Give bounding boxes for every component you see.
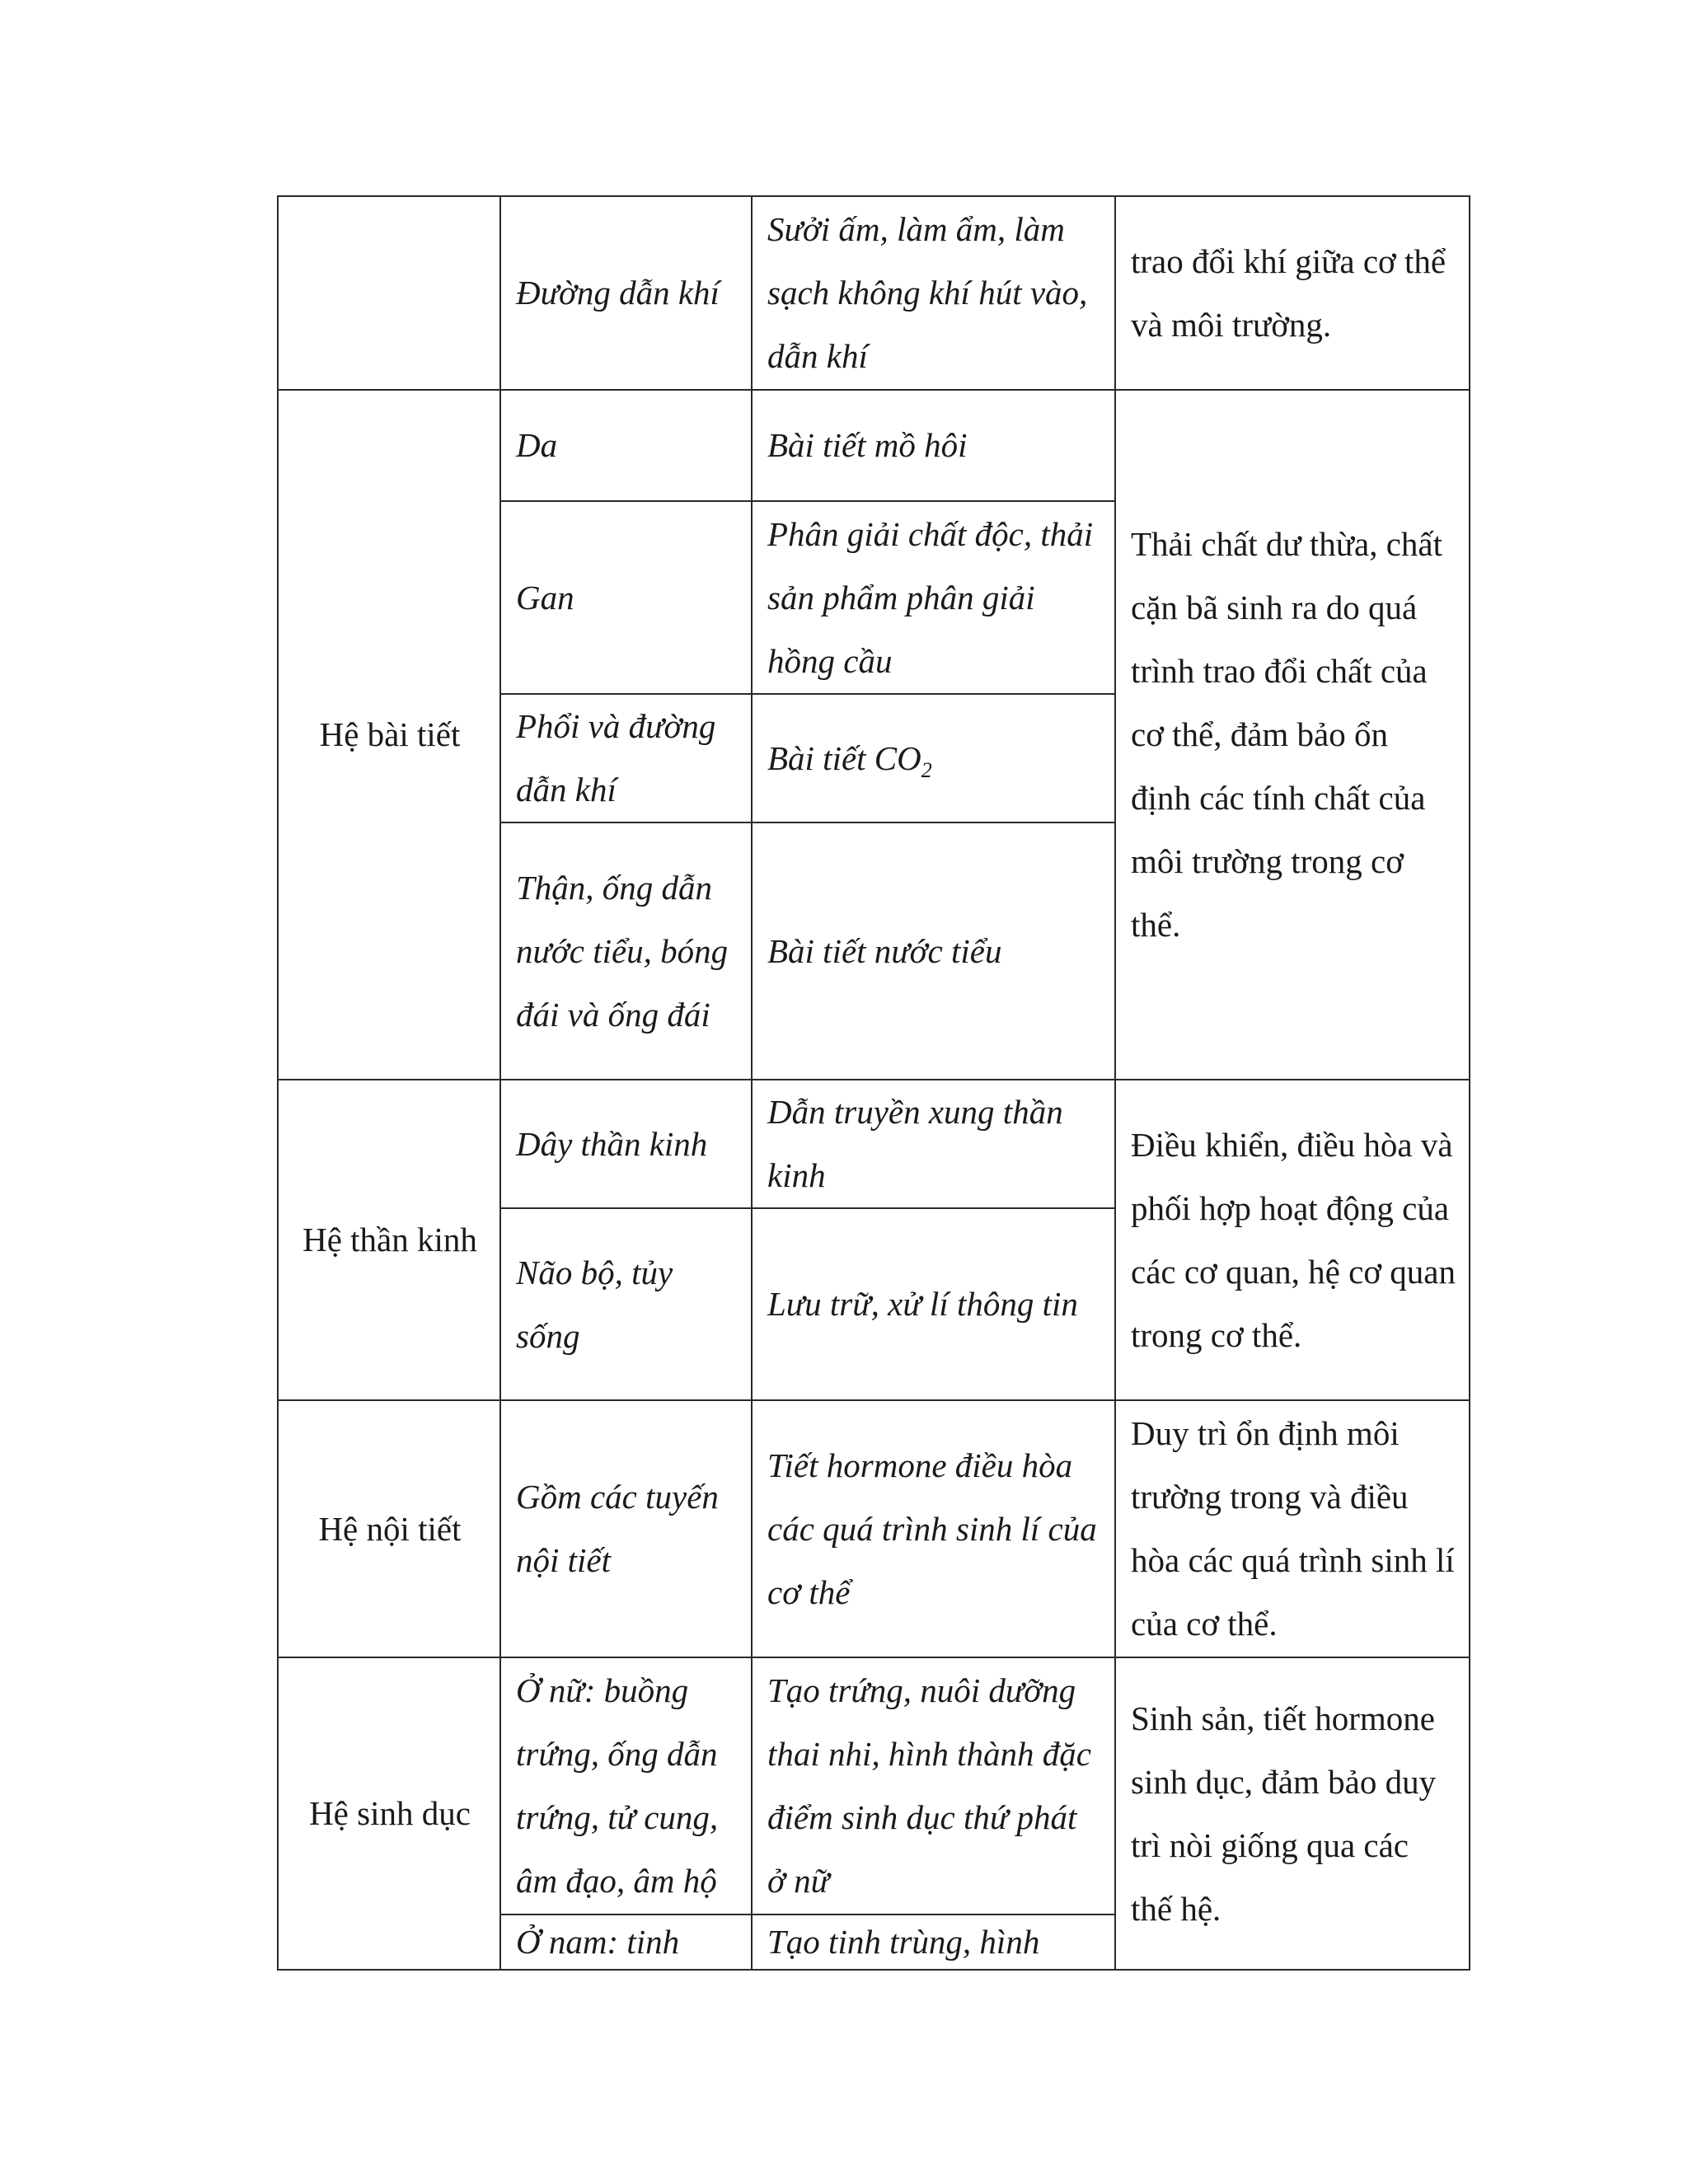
function-cell: Dẫn truyền xung thần kinh bbox=[752, 1080, 1115, 1208]
role-cell-excretory: Thải chất dư thừa, chất cặn bã sinh ra do quá trình trao đổi chất của cơ thể, đảm bảo ổn định các tính chất của môi trường trong cơ thể. bbox=[1115, 390, 1470, 1080]
organ-cell: Phổi và đường dẫn khí bbox=[500, 694, 752, 823]
function-cell: Phân giải chất độc, thải sản phẩm phân giải hồng cầu bbox=[752, 501, 1115, 694]
table-row bbox=[278, 196, 1470, 390]
system-cell-reproductive: Hệ sinh dục bbox=[278, 1657, 500, 1970]
organ-cell: Não bộ, tủy sống bbox=[500, 1208, 752, 1400]
function-cell: Bài tiết mồ hôi bbox=[752, 390, 1115, 501]
role-cell-reproductive: Sinh sản, tiết hormone sinh dục, đảm bảo duy trì nòi giống qua các thế hệ. bbox=[1115, 1657, 1470, 1970]
organ-cell: Da bbox=[500, 390, 752, 501]
role-cell: trao đổi khí giữa cơ thể và môi trường. bbox=[1115, 196, 1470, 390]
table-row bbox=[278, 1657, 1470, 1915]
organ-cell: Gồm các tuyến nội tiết bbox=[500, 1400, 752, 1657]
function-cell: Tạo trứng, nuôi dưỡng thai nhi, hình thành đặc điểm sinh dục thứ phát ở nữ bbox=[752, 1657, 1115, 1915]
function-cell: Sưởi ấm, làm ẩm, làm sạch không khí hút vào, dẫn khí bbox=[752, 196, 1115, 390]
function-cell: Bài tiết nước tiểu bbox=[752, 823, 1115, 1080]
role-cell-nervous: Điều khiển, điều hòa và phối hợp hoạt động của các cơ quan, hệ cơ quan trong cơ thể. bbox=[1115, 1080, 1470, 1400]
organ-cell: Thận, ống dẫn nước tiểu, bóng đái và ống đái bbox=[500, 823, 752, 1080]
function-cell: Lưu trữ, xử lí thông tin bbox=[752, 1208, 1115, 1400]
role-cell-endocrine: Duy trì ổn định môi trường trong và điều hòa các quá trình sinh lí của cơ thể. bbox=[1115, 1400, 1470, 1657]
system-cell-nervous: Hệ thần kinh bbox=[278, 1080, 500, 1400]
system-cell bbox=[278, 196, 500, 390]
table-row bbox=[278, 390, 1470, 501]
system-cell-endocrine: Hệ nội tiết bbox=[278, 1400, 500, 1657]
system-cell-excretory: Hệ bài tiết bbox=[278, 390, 500, 1080]
organ-system-table bbox=[277, 195, 1470, 1971]
organ-cell: Ở nam: tinh bbox=[500, 1915, 752, 1970]
table-row bbox=[278, 1080, 1470, 1208]
organ-cell: Ở nữ: buồng trứng, ống dẫn trứng, tử cung, âm đạo, âm hộ bbox=[500, 1657, 752, 1915]
function-cell: Bài tiết $CO_2$ bbox=[752, 694, 1115, 823]
organ-cell: Gan bbox=[500, 501, 752, 694]
organ-cell: Đường dẫn khí bbox=[500, 196, 752, 390]
table-row bbox=[278, 1400, 1470, 1657]
function-cell: Tạo tinh trùng, hình bbox=[752, 1915, 1115, 1970]
organ-cell: Dây thần kinh bbox=[500, 1080, 752, 1208]
function-cell: Tiết hormone điều hòa các quá trình sinh lí của cơ thể bbox=[752, 1400, 1115, 1657]
